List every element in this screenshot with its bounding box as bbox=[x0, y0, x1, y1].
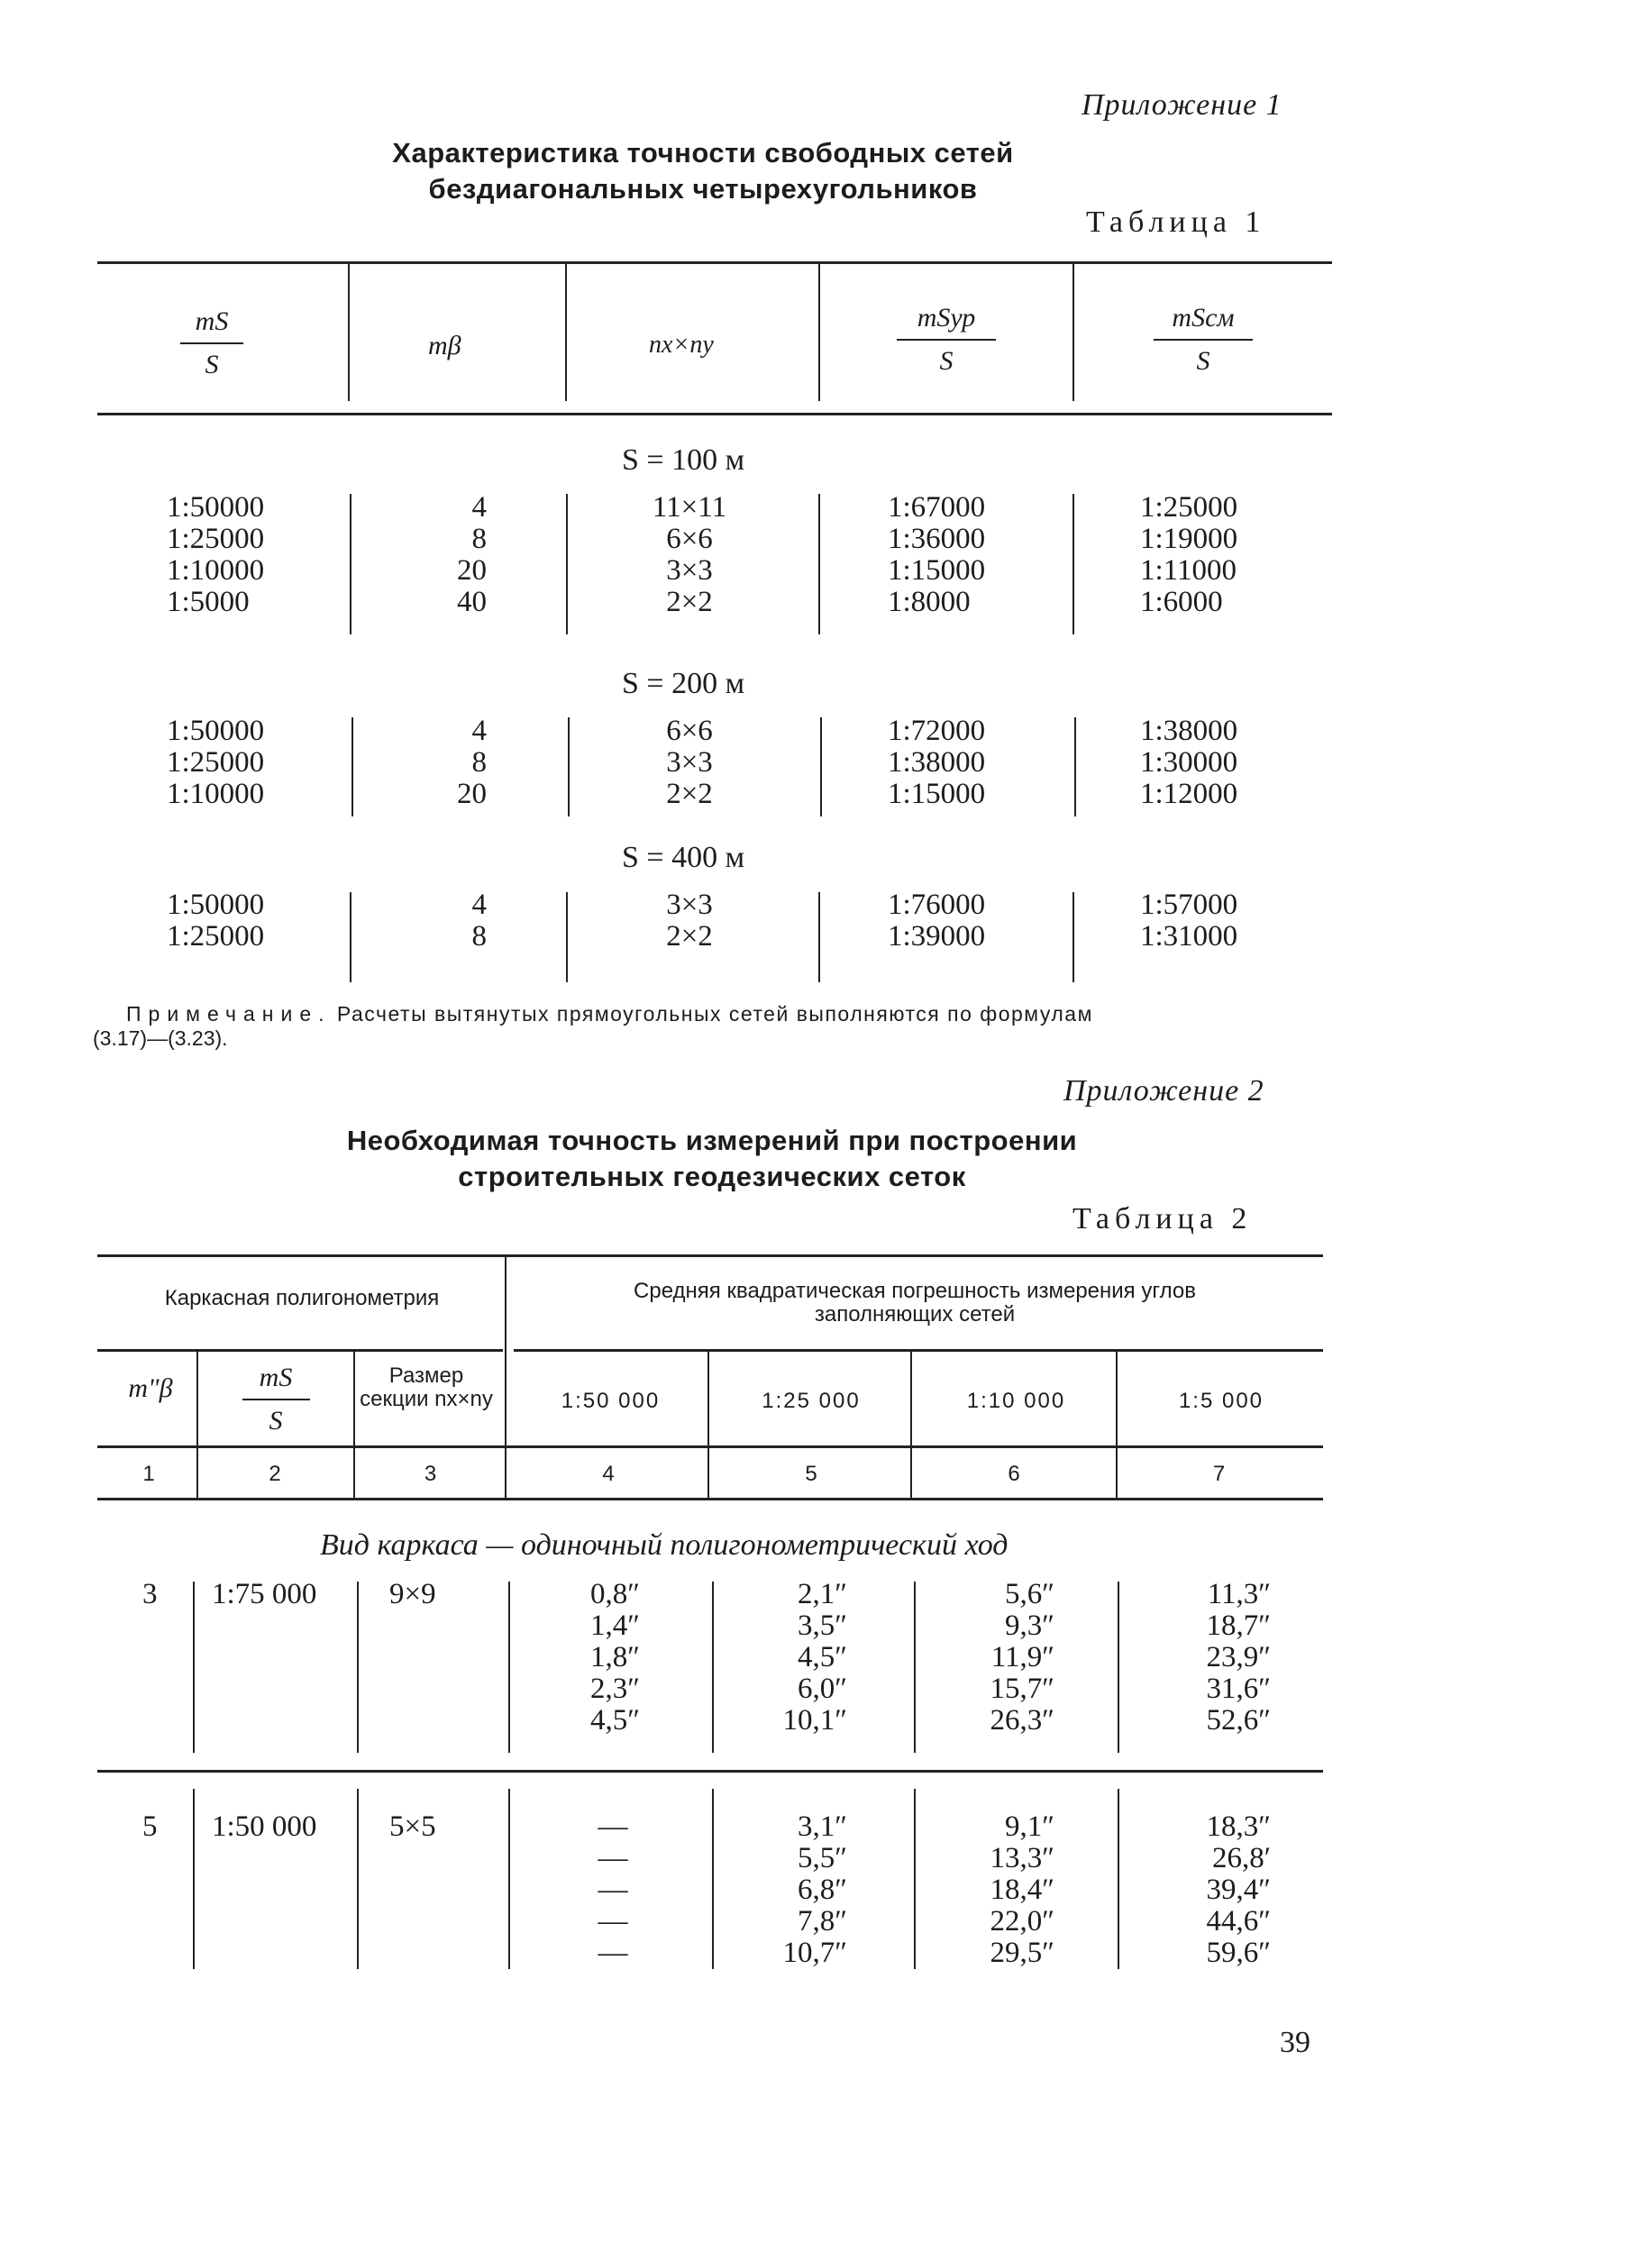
column-divider bbox=[357, 1582, 359, 1753]
header-ms-den: S bbox=[205, 350, 219, 379]
col-nxny-values: 11×11 6×6 3×3 2×2 bbox=[652, 491, 727, 618]
column-divider bbox=[820, 717, 822, 816]
col-scm-values: 1:57000 1:31000 bbox=[1140, 889, 1238, 953]
table-2-colnum-rule bbox=[97, 1498, 1323, 1500]
note-text: Расчеты вытянутых прямоугольных сетей выполняются по формулам bbox=[336, 1002, 1093, 1026]
appendix-2-label: Приложение 2 bbox=[1063, 1074, 1264, 1108]
header-divider bbox=[910, 1352, 912, 1498]
title-1-line-1: Характеристика точности свободных сетей bbox=[392, 137, 1014, 169]
header-msyp-num: mSур bbox=[917, 303, 976, 333]
header-divider bbox=[353, 1352, 355, 1498]
title-2-line-1: Необходимая точность измерений при построении bbox=[346, 1125, 1078, 1156]
column-divider bbox=[712, 1582, 714, 1753]
column-divider bbox=[566, 494, 568, 634]
col-scm-values: 1:25000 1:19000 1:11000 1:6000 bbox=[1140, 491, 1238, 618]
header-divider bbox=[505, 1257, 507, 1498]
column-divider bbox=[1072, 892, 1074, 982]
col-syp-values: 1:67000 1:36000 1:15000 1:8000 bbox=[888, 491, 986, 618]
table-1-header-rule bbox=[97, 413, 1332, 415]
group-label-s200: S = 200 м bbox=[622, 667, 745, 700]
column-divider bbox=[193, 1789, 195, 1969]
column-number: 4 bbox=[602, 1462, 615, 1486]
column-divider bbox=[818, 892, 820, 982]
header-scale-25000: 1:25 000 bbox=[762, 1389, 861, 1413]
column-number: 2 bbox=[269, 1462, 281, 1486]
header-divider bbox=[348, 264, 350, 401]
framework-type-title: Вид каркаса — одиночный полигонометрический ход bbox=[320, 1528, 1009, 1562]
header-ms-num: mS bbox=[195, 306, 229, 336]
header-divider bbox=[818, 264, 820, 401]
header-msyp-den: S bbox=[939, 346, 954, 376]
row-c6: 5,6″ 9,3″ 11,9″ 15,7″ 26,3″ bbox=[990, 1578, 1054, 1737]
column-number: 1 bbox=[142, 1462, 155, 1486]
column-divider bbox=[914, 1789, 916, 1969]
note-lead: Примечание. bbox=[126, 1002, 332, 1026]
column-divider bbox=[350, 494, 351, 634]
column-divider bbox=[357, 1789, 359, 1969]
fraction-bar bbox=[242, 1399, 310, 1400]
row-c4: — — — — — bbox=[598, 1810, 628, 1969]
fraction-bar bbox=[897, 339, 996, 341]
row-size: 5×5 bbox=[389, 1810, 436, 1843]
header-mscm-over-s bbox=[1149, 303, 1257, 377]
column-divider bbox=[508, 1789, 510, 1969]
column-divider bbox=[1118, 1582, 1119, 1753]
col-mb-values: 4 8 20 bbox=[457, 715, 487, 810]
column-number: 3 bbox=[424, 1462, 437, 1486]
col-syp-values: 1:72000 1:38000 1:15000 bbox=[888, 715, 986, 810]
column-divider bbox=[508, 1582, 510, 1753]
header-mb: mβ bbox=[428, 331, 461, 360]
table-2-top-rule bbox=[97, 1254, 1323, 1257]
column-divider bbox=[712, 1789, 714, 1969]
column-divider bbox=[350, 892, 351, 982]
table-2-title bbox=[270, 1123, 1154, 1195]
group-label-s100: S = 100 м bbox=[622, 443, 745, 477]
column-number: 6 bbox=[1008, 1462, 1020, 1486]
column-number: 5 bbox=[805, 1462, 817, 1486]
header-mscm-den: S bbox=[1196, 346, 1210, 376]
header-mscm-num: mSсм bbox=[1172, 303, 1235, 333]
row-c4: 0,8″ 1,4″ 1,8″ 2,3″ 4,5″ bbox=[590, 1578, 640, 1737]
row-ms: 1:75 000 bbox=[212, 1578, 317, 1610]
fraction-bar bbox=[1154, 339, 1253, 341]
header-scale-50000: 1:50 000 bbox=[561, 1389, 661, 1413]
col-nxny-values: 3×3 2×2 bbox=[666, 889, 713, 953]
row-c5: 3,1″ 5,5″ 6,8″ 7,8″ 10,7″ bbox=[782, 1810, 847, 1969]
header-mean-square-error: Средняя квадратическая погрешность измерения углов заполняющих сетей bbox=[634, 1279, 1196, 1327]
col-ms-values: 1:50000 1:25000 1:10000 1:5000 bbox=[167, 491, 265, 618]
column-divider bbox=[351, 717, 353, 816]
header-ms-over-s bbox=[171, 306, 252, 380]
row-ms: 1:50 000 bbox=[212, 1810, 317, 1843]
title-2-line-2: строительных геодезических сеток bbox=[458, 1161, 966, 1192]
header-framework-polygonometry: Каркасная полигонометрия bbox=[164, 1286, 440, 1310]
column-divider bbox=[914, 1582, 916, 1753]
table-2-subheader-rule bbox=[514, 1349, 1323, 1352]
header-divider bbox=[196, 1352, 198, 1498]
group-label-s400: S = 400 м bbox=[622, 841, 745, 874]
table-1-top-rule bbox=[97, 261, 1332, 264]
table-1-title bbox=[297, 135, 1109, 207]
header-divider bbox=[565, 264, 567, 401]
column-divider bbox=[193, 1582, 195, 1753]
row-mb: 3 bbox=[142, 1578, 158, 1610]
row-c6: 9,1″ 13,3″ 18,4″ 22,0″ 29,5″ bbox=[990, 1810, 1054, 1969]
col-syp-values: 1:76000 1:39000 bbox=[888, 889, 986, 953]
col-mb-values: 4 8 20 40 bbox=[457, 491, 487, 618]
table-2-label: Таблица 2 bbox=[1072, 1202, 1253, 1235]
header-nxny: nx×ny bbox=[649, 331, 714, 359]
header-divider bbox=[1072, 264, 1074, 401]
header-ms-over-s-2 bbox=[231, 1363, 321, 1436]
column-divider bbox=[1072, 494, 1074, 634]
table-2-subheader-rule bbox=[97, 1349, 503, 1352]
column-divider bbox=[568, 717, 570, 816]
page-number: 39 bbox=[1280, 2026, 1310, 2059]
note-text-2: (3.17)—(3.23). bbox=[93, 1026, 228, 1050]
title-1-line-2: бездиагональных четырехугольников bbox=[428, 173, 978, 205]
column-divider bbox=[566, 892, 568, 982]
row-mb: 5 bbox=[142, 1810, 158, 1843]
col-ms-values: 1:50000 1:25000 1:10000 bbox=[167, 715, 265, 810]
col-nxny-values: 6×6 3×3 2×2 bbox=[666, 715, 713, 810]
header-divider bbox=[1116, 1352, 1118, 1498]
column-divider bbox=[1118, 1789, 1119, 1969]
header-mb2: m"β bbox=[128, 1373, 173, 1403]
table-1-note bbox=[93, 1002, 1325, 1051]
row-c7: 11,3″ 18,7″ 23,9″ 31,6″ 52,6″ bbox=[1206, 1578, 1271, 1737]
header-section-size: Размер секции nx×ny bbox=[360, 1363, 493, 1411]
header-scale-10000: 1:10 000 bbox=[966, 1389, 1066, 1413]
header-scale-5000: 1:5 000 bbox=[1178, 1389, 1264, 1413]
col-scm-values: 1:38000 1:30000 1:12000 bbox=[1140, 715, 1238, 810]
row-separator bbox=[97, 1770, 1323, 1773]
header-ms2-den: S bbox=[269, 1406, 283, 1436]
row-c5: 2,1″ 3,5″ 4,5″ 6,0″ 10,1″ bbox=[782, 1578, 847, 1737]
header-divider bbox=[707, 1352, 709, 1498]
row-c7: 18,3″ 26,8′ 39,4″ 44,6″ 59,6″ bbox=[1206, 1810, 1271, 1969]
appendix-1-label: Приложение 1 bbox=[1082, 88, 1282, 122]
fraction-bar bbox=[180, 342, 243, 344]
column-number: 7 bbox=[1212, 1462, 1226, 1486]
table-1-label: Таблица 1 bbox=[1086, 205, 1266, 239]
column-divider bbox=[818, 494, 820, 634]
col-ms-values: 1:50000 1:25000 bbox=[167, 889, 265, 953]
table-2-header-rule bbox=[97, 1445, 1323, 1448]
col-mb-values: 4 8 bbox=[471, 889, 487, 953]
row-size: 9×9 bbox=[389, 1578, 436, 1610]
column-divider bbox=[1074, 717, 1076, 816]
header-msyp-over-s bbox=[892, 303, 1000, 377]
header-ms2-num: mS bbox=[259, 1363, 293, 1392]
